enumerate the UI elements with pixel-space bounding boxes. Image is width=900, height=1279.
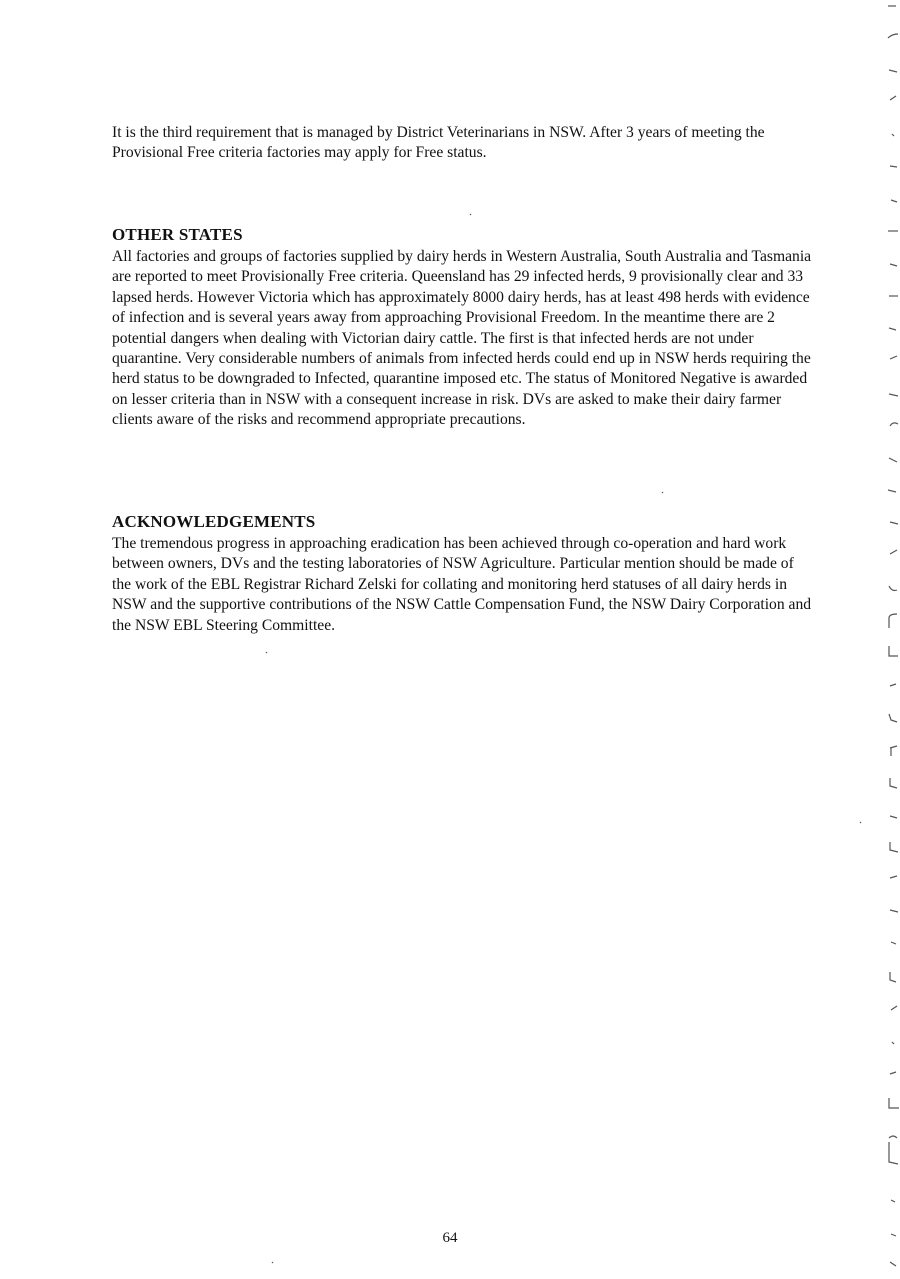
page-number: 64: [442, 1230, 458, 1246]
intro-paragraph: It is the third requirement that is managed by District Veterinarians in NSW. After 3 years of meeting the Provisional Free criteria factories may apply for Free status.: [112, 124, 765, 162]
other-states-heading: OTHER STATES: [112, 225, 243, 244]
other-states-paragraph: All factories and groups of factories supplied by dairy herds in Western Australia, South Australia and Tasmania are reported to meet Provisionally Free criteria. Queensland has 29 infected herds, 9 provisionally clear and 33 lapsed herds. However Victoria which has approximately 8000 dairy herds, has at least 498 herds with evidence of infection and is several years away from approaching Provisional Freedom. In the meantime there are 2 potential dangers when dealing with Victorian dairy cattle. The first is that infected herds are not under quarantine. Very considerable numbers of animals from infected herds could end up in NSW herds requiring the herd status to be downgraded to Infected, quarantine imposed etc. The status of Monitored Negative is awarded on lesser criteria than in NSW with a consequent increase in risk. DVs are asked to make their dairy farmer clients aware of the risks and recommend appropriate precautions.: [112, 248, 812, 429]
acknowledgements-heading: ACKNOWLEDGEMENTS: [112, 512, 316, 531]
acknowledgements-paragraph: The tremendous progress in approaching eradication has been achieved through co-operation and hard work between owners, DVs and the testing laboratories of NSW Agriculture. Particular mention should be made of the work of the EBL Registrar Richard Zelski for collating and monitoring herd statuses of all dairy herds in NSW and the supportive contributions of the NSW Cattle Compensation Fund, the NSW Dairy Corporation and the NSW EBL Steering Committee.: [112, 535, 812, 634]
